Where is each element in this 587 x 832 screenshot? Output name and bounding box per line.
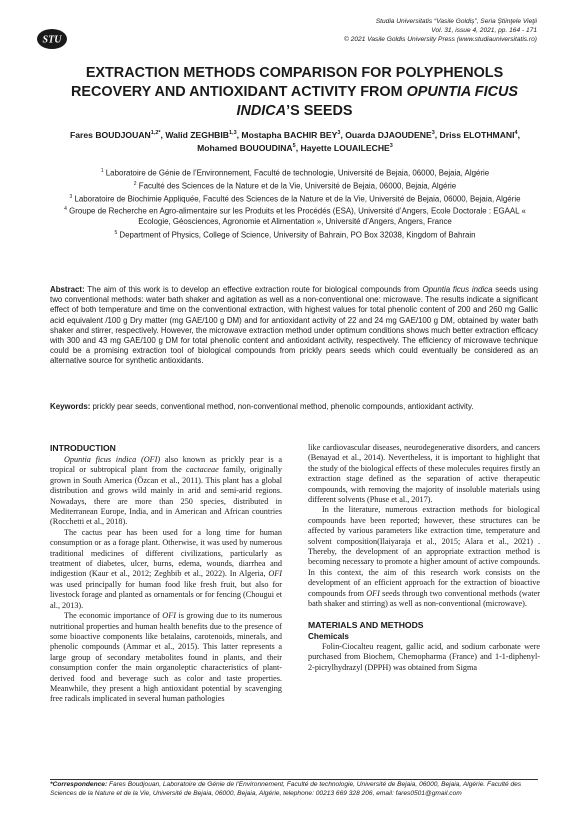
methods-heading: MATERIALS AND METHODS [308, 619, 424, 630]
journal-logo-icon [36, 28, 68, 50]
introduction-heading: INTRODUCTION [50, 443, 116, 453]
intro-paragraph-2: The cactus pear has been used for a long time for human consumption or as a forage plant. Otherwise, it was used by numerous traditional medicines of different civilizations, particularly as treatment of diabetes, ulcer, burns, edema, wounds, diarrhea and indigestion (Kaur et al., 2012; Zeghbib et al., 2022). In Algeria, OFI was used principally for human food like fresh fruit, but also for livestock forage and planted as ornamentals or for fencing (Chougui et al., 2013). [50, 527, 282, 610]
abstract-label: Abstract: [50, 285, 85, 294]
correspondence-label: *Correspondence: [50, 781, 108, 788]
author-name: Walid ZEGHBIB [165, 129, 229, 140]
affiliation-item: $^3$ Laboratoire de Biochimie Appliquée, Faculté des Sciences de la Nature et de la Vie, Université de Bejaia, 06000, Bejaia, Algérie [69, 193, 521, 204]
chemicals-subheading: Chemicals [308, 631, 349, 641]
author-name: Fares BOUDJOUAN [70, 129, 151, 140]
affiliation-item: $^1$ Laboratoire de Génie de l’Environnement, Faculté de technologie, Université de Bejaia, 06000, Bejaia, Algérie [100, 168, 490, 178]
author-affiliation-marker: 1,2* [150, 130, 161, 136]
intro-paragraph-4: like cardiovascular diseases, neurodegenerative disorders, and cancers (Benayad et al., 2014). Nevertheless, it is important to highlight that the study of the biological effects of these molecules requires firstly an extraction stage defined as the separation of active therapeutic compounds, with removing the majority of insoluble materials using different solvents (Phuse et al., 2017). [308, 443, 540, 505]
journal-header [237, 17, 537, 44]
journal-name: Studia Universitatis “Vasile Goldiş”, Seria Ştiinţele Vieţii [375, 18, 537, 25]
author-name: Hayette LOUAILECHE [300, 142, 390, 153]
footnote-divider [50, 779, 538, 780]
correspondence-note: *Correspondence: Fares Boudjouan, Laboratoire de Génie de l’Environnement, Faculté de technologie, Université de Bejaia, 06000, Bejaia, Algérie. Faculté des Sciences de la Nature et de la Vie, Université de Bejaia, 06000, Bejaia, Algérie, telephone: 00213 669 328 206, email: fares0501@gmail.com [50, 781, 522, 797]
svg-text:STU: STU [42, 34, 62, 46]
keywords-label: Keywords: [50, 402, 91, 411]
affiliation-list [60, 166, 530, 240]
title-species: OPUNTIA FICUS INDICA [236, 84, 518, 119]
intro-paragraph-5: In the literature, numerous extraction methods for biological compounds have been reported; however, these structures can be affected by various parameters like extraction time, temperature and solvent composition(Ilaiyaraja et al., 2015; Alara et al., 2021) . Thereby, the development of an appropriate extraction method is becoming necessary to promote a higher amount of active compounds. In this context, the aim of this research work consists on the development of an efficient approach for the extraction of bioactive compounds from OFI seeds through two conventional methods (water bath shaker and stirring) as well as non-conventional (microwave). [308, 505, 540, 609]
affiliation-item: $^5$ Department of Physics, College of Science, University of Bahrain, PO Box 32038, Kingdom of Bahrain [114, 229, 476, 240]
keywords: Keywords: prickly pear seeds, conventional method, non-conventional method, phenolic compounds, antioxidant activity. [50, 402, 474, 411]
abstract: Abstract: The aim of this work is to develop an effective extraction route for biological compounds from Opuntia ficus indica seeds using two conventional methods: water bath shaker and agitation as well as a non-conventional one: microwave. The results indicate a significant effect of both temperature and time on the conventional extraction, with highest values for total phenolic content of 200 and 260 mg Gallic acid equivalent /100 g Dry matter (mg GAE/100 g DM) and for antioxidant activity of 22 and 24 mg GAE/100 g DM, obtained by water bath shaker and stirrer, respectively. However, the microwave extraction method under optimum conditions shows much better extraction efficacy with 300 and 43 mg GAE/100 g DM for total phenolic content and antioxidant activity, respectively. The efficiency of microwave technique could be a promising extraction tool of biological compounds from prickly pears seeds which could eventually be considered as an alternative source for synthetic antioxidants. [50, 285, 538, 366]
journal-issue: Vol. 31, issue 4, 2021, pp. 164 - 171 [431, 27, 537, 34]
author-name: Ouarda DJAOUDENE [345, 129, 432, 140]
author-name: Mohamed BOUOUDINA [197, 142, 293, 153]
affiliation-item: $^2$ Faculté des Sciences de la Nature et de la Vie, Université de Bejaia, 06000, Bejaia, Algérie [133, 180, 457, 191]
author-affiliation-marker: 4 [514, 130, 518, 136]
author-affiliation-marker: 3 [337, 130, 341, 136]
right-column [308, 443, 540, 673]
journal-copyright: © 2021 Vasile Goldis University Press (www.studiauniversitatis.ro) [344, 36, 537, 43]
author-affiliation-marker: 1,3 [228, 130, 237, 136]
intro-paragraph-1: Opuntia ficus indica (OFI) also known as prickly pear is a tropical or subtropical plant from the cactaceae family, originally grown in South America (Özcan et al., 2011). This plant has a global distribution and grows wild mainly in arid and semi-arid regions. Nowadays, there are more than 250 species, distributed in Mediterranean Europe, India, and in American and African countries (Rocchetti et al., 2018). [50, 455, 283, 527]
author-list: Fares $BOUDJOUAN^{1,2*}$, Walid ZEGHBIB$^{1,3}$, Mostapha BACHIR BEY$^3$, Ouarda DJAOUDENE$^3$, Driss ELOTHMANI$^4$, Mohamed BOUOUDINA$^5$, Hayette LOUAILECHE$^3$ [70, 129, 520, 153]
affiliation-item: $^4$ Groupe de Recherche en Agro-alimentaire sur les Produits et les Procédés (ESA), Université d’Angers, Ecole Doctorale : EGAAL « Ecologie, Géosciences, Agronomie et Alimentation », Université d’Angers, Angers, France [64, 206, 526, 227]
paper-title: EXTRACTION METHODS COMPARISON FOR POLYPHENOLS RECOVERY AND ANTIOXIDANT ACTIVITY FROM OPUNTIA FICUS INDICA’S SEEDS [71, 65, 518, 119]
author-affiliation-marker: 3 [389, 142, 393, 149]
left-column [50, 443, 282, 705]
author-affiliation-marker: 5 [292, 142, 296, 149]
intro-paragraph-3: The economic importance of OFI is growing due to its numerous nutritional properties and human health benefits due to the presence of some bioactive components like betalains, carotenoids, minerals, and phenolic compounds (Ammar et al., 2015). This latter represents a large group of secondary metabolites found in plants, and their consumption confer the main organoleptic characteristics of plant-derived food and beverage such as color and taste properties. Meanwhile, they present a high antioxidant potential by scavenging free radicals implicated in several human pathologies [50, 611, 282, 704]
author-name: Mostapha BACHIR BEY [241, 129, 338, 140]
author-name: Driss ELOTHMANI [439, 129, 515, 140]
author-affiliation-marker: 3 [431, 130, 435, 136]
chemicals-paragraph: Folin-Ciocalteu reagent, gallic acid, and sodium carbonate were purchased from Biochem, Chemopharma (France) and 1-1-diphenyl-2-picrylhydrazyl (DPPH) was obtained from Sigma [308, 641, 540, 672]
